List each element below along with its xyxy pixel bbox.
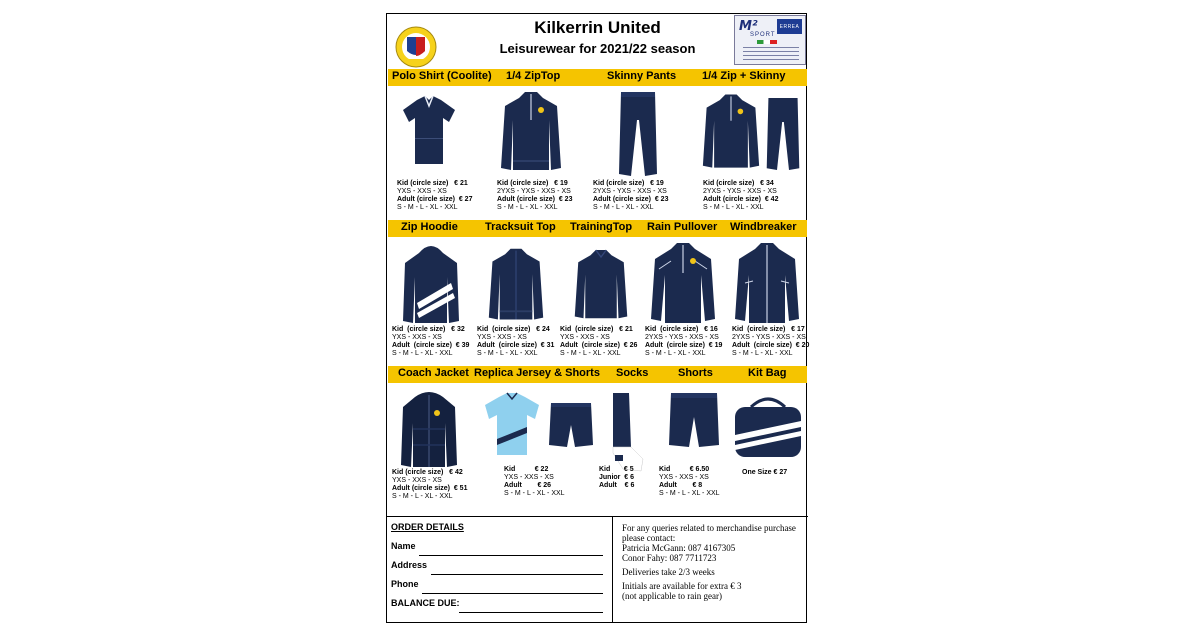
price-skinny-pants: Kid (circle size) € 19 2YXS - YXS - XXS - XS Adult (circle size) € 23 S - M - L - XL - XXL — [593, 180, 669, 211]
footer-column-divider — [612, 516, 613, 623]
italy-flag-icon — [757, 40, 777, 44]
initials-line-1: Initials are available for extra € 3 — [622, 581, 742, 591]
price-quarter-zip: Kid (circle size) € 19 2YXS - YXS - XXS - XS Adult (circle size) € 23 S - M - L - XL - XXL — [497, 180, 573, 211]
rain-pullover-image — [651, 243, 715, 327]
price-socks: Kid € 5 Junior € 6 Adult € 6 — [599, 466, 635, 489]
phone-field-row — [391, 579, 609, 598]
price-polo-shirt: Kid (circle size) € 21 YXS - XXS - XS Adult (circle size) € 27 S - M - L - XL - XXL — [397, 180, 473, 211]
sponsor-contact-lines — [743, 47, 799, 63]
item-title-rain-pullover: Rain Pullover — [647, 221, 718, 233]
item-title-coach-jacket: Coach Jacket — [398, 367, 469, 379]
balance-due-label: BALANCE DUE: — [391, 598, 460, 608]
phone-field[interactable] — [422, 593, 603, 594]
address-field[interactable] — [431, 574, 603, 575]
item-title-quarter-zip: 1/4 ZipTop — [506, 70, 561, 82]
price-replica-jersey: Kid € 22 YXS - XXS - XS Adult € 26 S - M - L - XL - XXL — [504, 466, 565, 497]
merchandise-order-sheet — [386, 13, 810, 623]
price-coach-jacket: Kid (circle size) € 42 YXS - XXS - XS Adult (circle size) € 51 S - M - L - XL - XXL — [392, 469, 468, 500]
balance-field-row — [391, 598, 609, 617]
sponsor-name: SPORT — [750, 32, 776, 38]
kit-bag-image — [731, 391, 805, 463]
coach-jacket-image — [399, 389, 459, 469]
name-field-row — [391, 541, 609, 560]
section-bar-row1 — [388, 69, 807, 86]
price-tracksuit-top: Kid (circle size) € 24 YXS - XXS - XS Adult (circle size) € 31 S - M - L - XL - XXL — [477, 326, 555, 357]
delivery-note: Deliveries take 2/3 weeks — [622, 567, 715, 577]
price-zip-hoodie: Kid (circle size) € 32 YXS - XXS - XS Adult (circle size) € 39 S - M - L - XL - XXL — [392, 326, 470, 357]
windbreaker-image — [735, 243, 799, 327]
section-bar-row2 — [388, 220, 807, 237]
page-subtitle: Leisurewear for 2021/22 season — [499, 41, 696, 56]
item-title-replica-jersey: Replica Jersey & Shorts — [474, 367, 600, 379]
item-title-socks: Socks — [616, 367, 649, 379]
price-zip-skinny: Kid (circle size) € 34 2YXS - YXS - XXS - XS Adult (circle size) € 42 S - M - L - XL - XXL — [703, 180, 779, 211]
replica-shorts-image — [549, 401, 593, 449]
name-label: Name — [391, 541, 416, 551]
item-title-kit-bag: Kit Bag — [748, 367, 787, 379]
item-title-shorts: Shorts — [678, 367, 713, 379]
replica-jersey-image — [483, 391, 541, 457]
price-kit-bag: One Size € 27 — [742, 469, 788, 476]
skinny-pants-image — [617, 90, 659, 178]
query-line-2: please contact: — [622, 533, 676, 543]
quarter-zip-top-image — [499, 90, 563, 174]
item-title-training-top: TrainingTop — [570, 221, 633, 233]
sponsor-mark: M² — [739, 19, 758, 34]
page-title: Kilkerrin United — [534, 18, 661, 37]
balance-due-field[interactable] — [459, 612, 603, 613]
errea-logo: ERREA — [777, 19, 802, 34]
quarter-zip-combo-top-image — [701, 90, 761, 174]
price-shorts: Kid € 6.50 YXS - XXS - XS Adult € 8 S - M - L - XL - XXL — [659, 466, 720, 497]
polo-shirt-image — [401, 92, 457, 170]
training-top-image — [573, 243, 629, 327]
phone-label: Phone — [391, 579, 419, 589]
footer-divider — [387, 516, 808, 517]
price-rain-pullover: Kid (circle size) € 16 2YXS - YXS - XXS - XS Adult (circle size) € 19 S - M - L - XL - XXL — [645, 326, 723, 357]
initials-line-2: (not applicable to rain gear) — [622, 591, 722, 601]
address-label: Address — [391, 560, 428, 570]
address-field-row — [391, 560, 609, 579]
order-details-heading: ORDER DETAILS — [391, 522, 464, 532]
item-title-zip-hoodie: Zip Hoodie — [401, 221, 458, 233]
order-details-form — [391, 522, 609, 617]
price-training-top: Kid (circle size) € 21 YXS - XXS - XS Adult (circle size) € 26 S - M - L - XL - XXL — [560, 326, 638, 357]
tracksuit-top-image — [487, 243, 545, 327]
combo-skinny-pants-image — [765, 90, 801, 178]
shorts-image — [669, 391, 719, 449]
item-title-skinny-pants: Skinny Pants — [607, 70, 677, 82]
query-line-1: For any queries related to merchandise purchase — [622, 523, 796, 533]
contact-patricia: Patricia McGann: 087 4167305 — [622, 543, 736, 553]
item-title-windbreaker: Windbreaker — [730, 221, 797, 233]
item-title-polo-shirt: Polo Shirt (Coolite) — [392, 70, 492, 82]
section-bar-row3 — [388, 366, 807, 383]
contact-info — [622, 523, 807, 605]
price-windbreaker: Kid (circle size) € 17 2YXS - YXS - XXS - XS Adult (circle size) € 20 S - M - L - XL - XXL — [732, 326, 810, 357]
contact-conor: Conor Fahy: 087 7711723 — [622, 553, 717, 563]
sponsor-logo — [734, 15, 806, 65]
zip-hoodie-image — [401, 243, 461, 325]
socks-image — [609, 391, 645, 473]
name-field[interactable] — [419, 555, 603, 556]
item-title-tracksuit-top: Tracksuit Top — [485, 221, 556, 233]
item-title-zip-skinny: 1/4 Zip + Skinny — [702, 70, 786, 82]
